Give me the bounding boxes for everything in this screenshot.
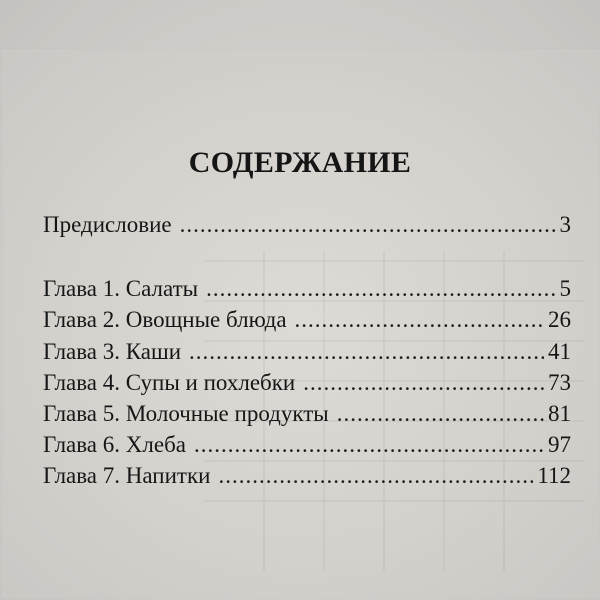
toc-entry-chapter-7[interactable] xyxy=(43,463,571,489)
toc-leader-dots xyxy=(206,276,555,302)
toc-entry-chapter-1[interactable] xyxy=(43,276,571,302)
toc-entry-chapter-5[interactable] xyxy=(43,401,571,427)
toc-page-number: 5 xyxy=(559,276,571,301)
toc-page-number: 41 xyxy=(548,339,571,364)
toc-leader-dots xyxy=(218,463,533,489)
toc-page-number: 81 xyxy=(548,401,571,426)
toc-leader-dots xyxy=(189,339,544,365)
toc-entry-label: Глава 6. Хлеба xyxy=(43,432,186,457)
toc-entry-chapter-6[interactable] xyxy=(43,432,571,458)
toc-entry-chapter-3[interactable] xyxy=(43,339,571,365)
toc-entry-label: Глава 4. Супы и похлебки xyxy=(43,370,296,395)
toc-page-number: 3 xyxy=(559,212,571,237)
toc-entry-preface[interactable] xyxy=(43,212,571,238)
toc-leader-dots xyxy=(337,401,544,427)
toc-entry-label: Глава 5. Молочные продукты xyxy=(43,401,329,426)
toc-leader-dots xyxy=(303,370,544,396)
toc-leader-dots xyxy=(295,307,544,333)
toc-entry-chapter-2[interactable] xyxy=(43,307,571,333)
toc-leader-dots xyxy=(194,432,544,458)
toc-leader-dots xyxy=(180,212,556,238)
toc-entry-label: Глава 2. Овощные блюда xyxy=(43,307,287,332)
toc-entry-chapter-4[interactable] xyxy=(43,370,571,396)
toc-entry-label: Глава 7. Напитки xyxy=(43,463,211,488)
toc-page-number: 73 xyxy=(548,370,571,395)
toc-page-number: 97 xyxy=(548,432,571,457)
toc-page-number: 26 xyxy=(548,307,571,332)
toc-page-number: 112 xyxy=(537,463,571,488)
contents-title: СОДЕРЖАНИЕ xyxy=(188,146,412,179)
toc-entry-label: Глава 1. Салаты xyxy=(43,276,199,301)
toc-entry-label: Глава 3. Каши xyxy=(43,339,182,364)
toc-entry-label: Предисловие xyxy=(43,212,172,237)
